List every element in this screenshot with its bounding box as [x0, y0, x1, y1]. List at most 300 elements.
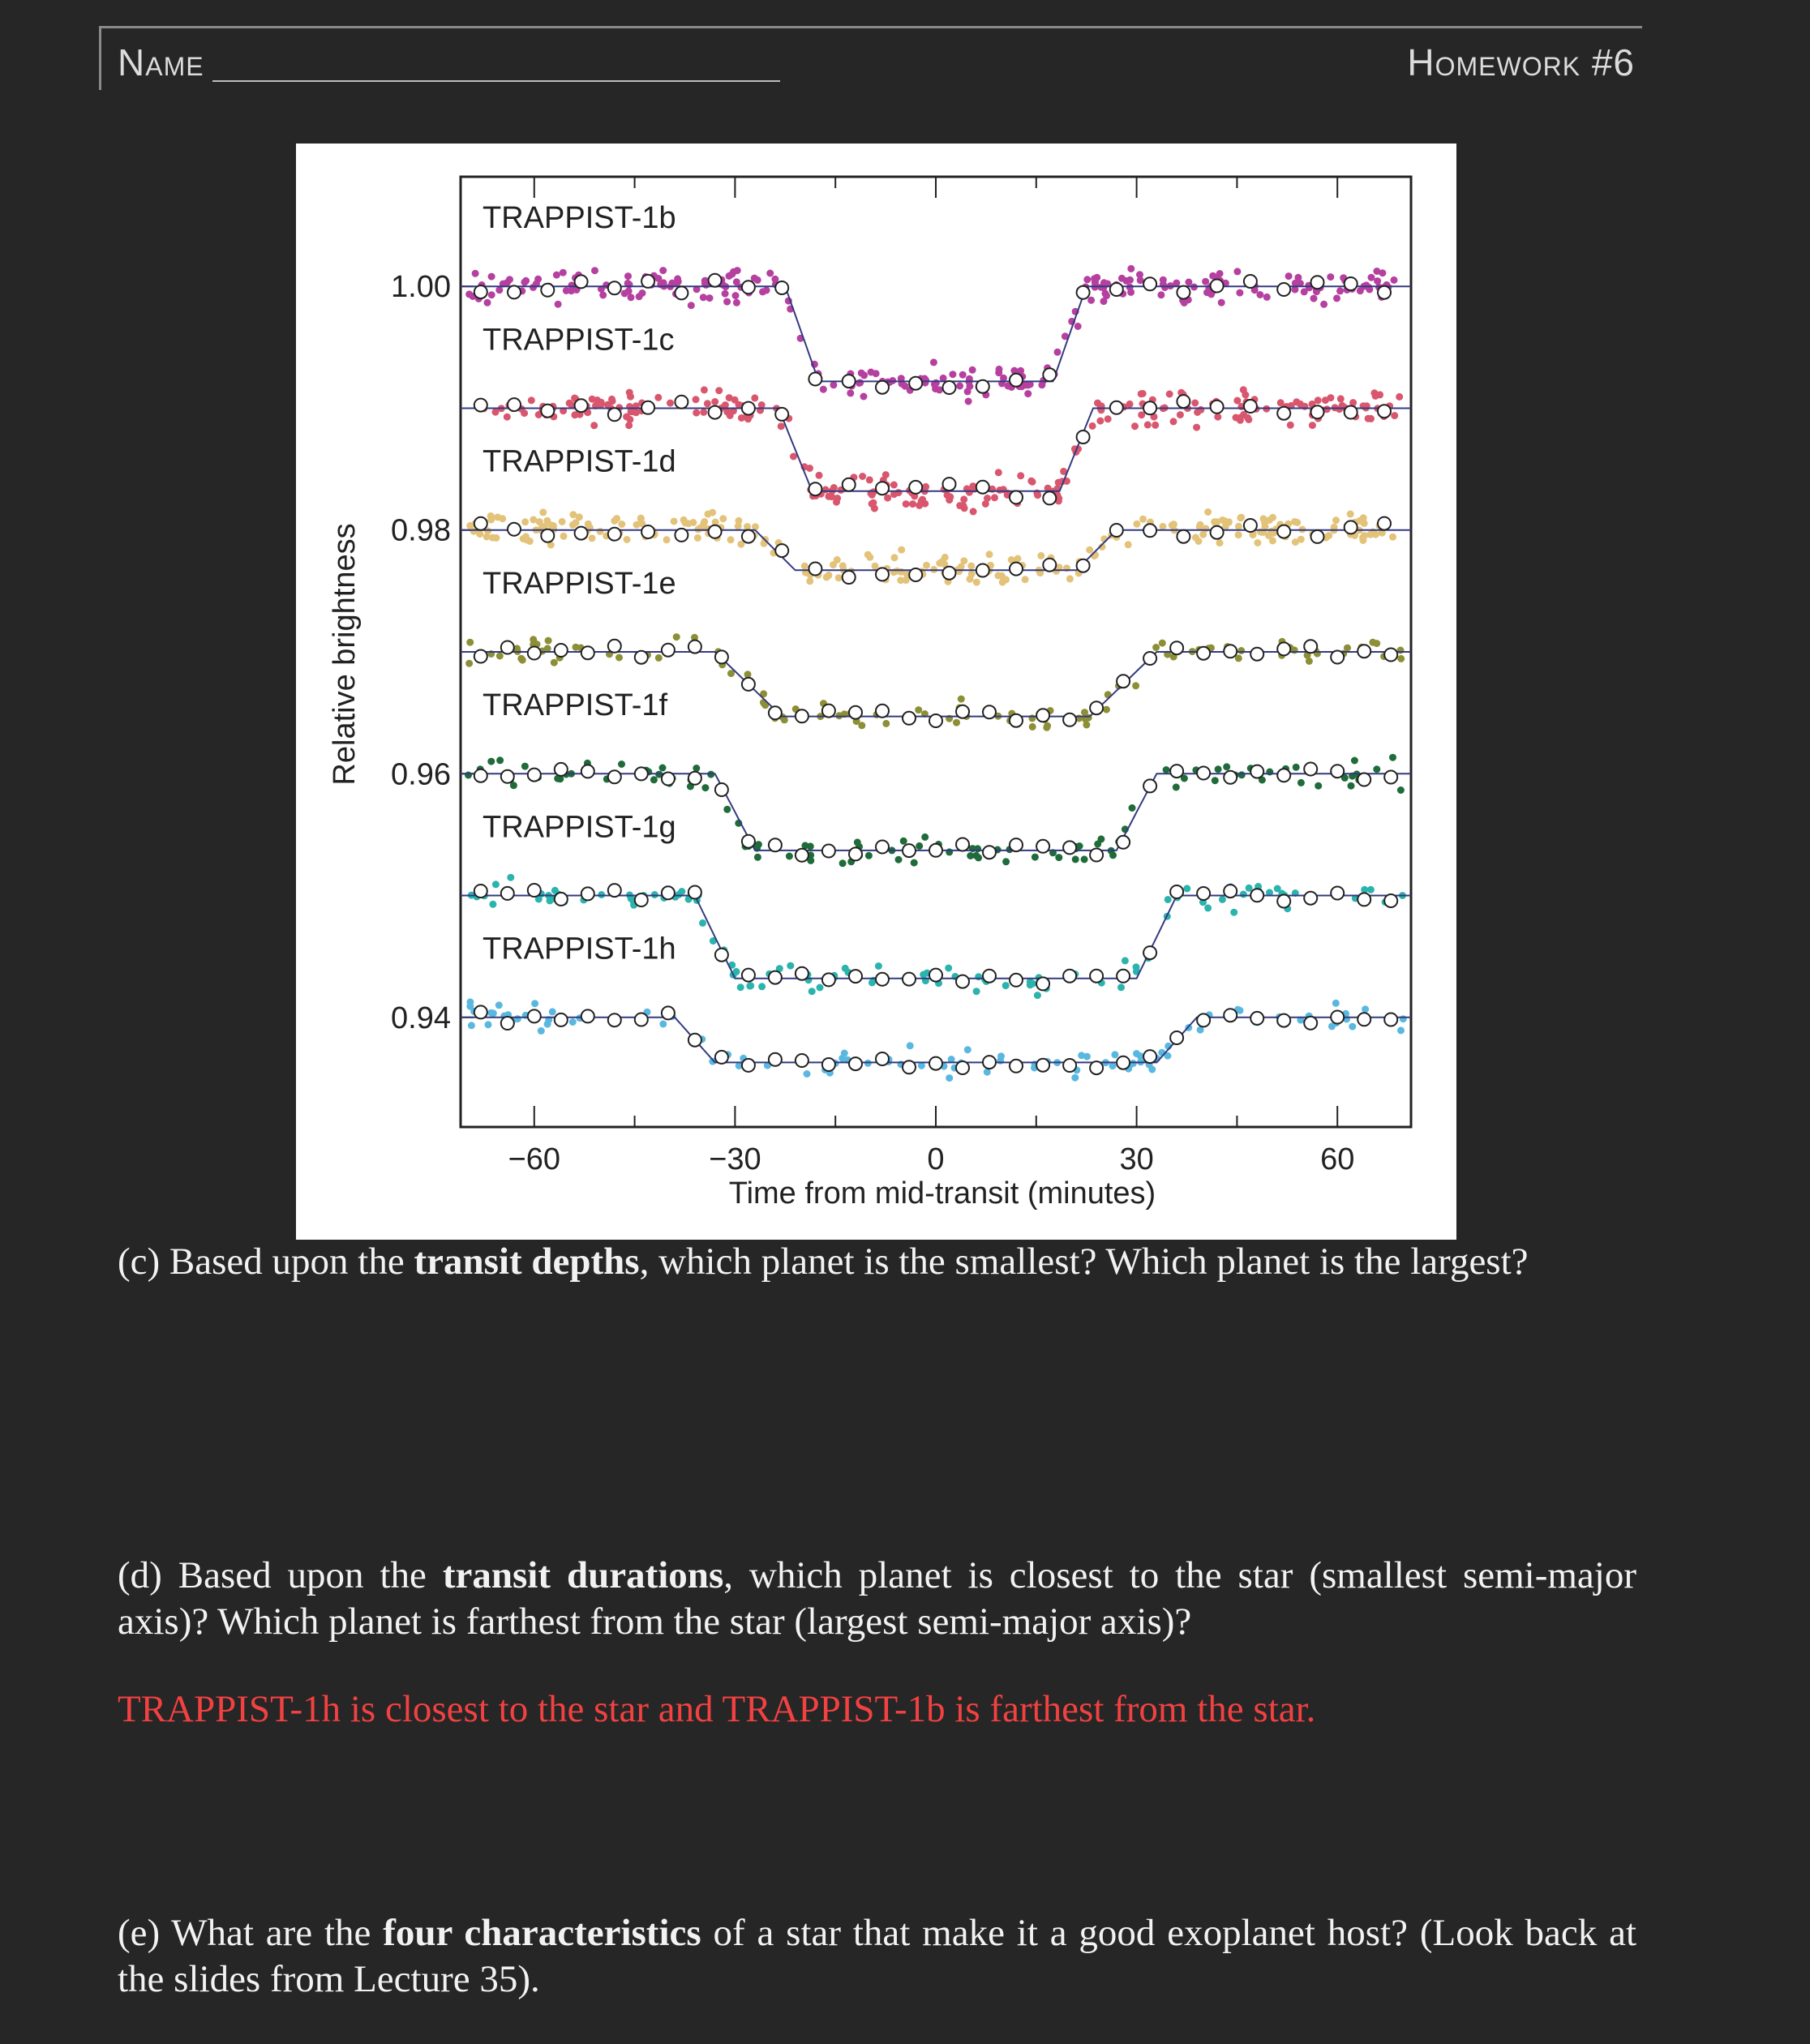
binned-point-trappist-1g — [1250, 889, 1263, 902]
data-point-trappist-1d — [489, 534, 496, 542]
binned-point-trappist-1d — [608, 528, 621, 541]
binned-point-trappist-1f — [1224, 771, 1237, 784]
data-point-trappist-1c — [571, 411, 578, 418]
data-point-trappist-1e — [466, 639, 474, 646]
data-point-trappist-1b — [1100, 298, 1108, 305]
data-point-trappist-1d — [897, 576, 904, 584]
data-point-trappist-1e — [465, 660, 473, 667]
data-point-trappist-1f — [900, 838, 907, 845]
data-point-trappist-1e — [673, 633, 680, 641]
data-point-trappist-1d — [1066, 575, 1074, 582]
data-point-trappist-1g — [808, 988, 816, 995]
data-point-trappist-1c — [866, 476, 873, 483]
binned-point-trappist-1f — [555, 763, 568, 776]
data-point-trappist-1h — [531, 1000, 538, 1007]
data-point-trappist-1c — [744, 415, 752, 422]
binned-point-trappist-1e — [849, 706, 862, 719]
data-point-trappist-1c — [528, 396, 535, 404]
data-point-trappist-1f — [1297, 779, 1305, 786]
binned-point-trappist-1h — [555, 1013, 568, 1026]
data-point-trappist-1b — [860, 393, 868, 401]
binned-point-trappist-1e — [1117, 675, 1130, 688]
data-point-trappist-1e — [958, 696, 965, 703]
data-point-trappist-1b — [465, 290, 473, 298]
data-point-trappist-1c — [1336, 405, 1343, 413]
data-point-trappist-1f — [701, 784, 709, 791]
data-point-trappist-1g — [1246, 885, 1253, 892]
data-point-trappist-1f — [895, 856, 903, 863]
data-point-trappist-1b — [1285, 272, 1293, 280]
data-point-trappist-1c — [918, 498, 925, 505]
data-point-trappist-1d — [624, 536, 631, 543]
binned-point-trappist-1h — [1277, 1014, 1290, 1027]
name-input-line[interactable] — [212, 80, 780, 82]
binned-point-trappist-1e — [742, 678, 755, 691]
name-label — [118, 41, 204, 84]
binned-point-trappist-1e — [1036, 709, 1049, 722]
binned-point-trappist-1b — [742, 281, 755, 294]
data-point-trappist-1d — [521, 518, 529, 525]
binned-point-trappist-1e — [1384, 649, 1397, 662]
binned-point-trappist-1c — [1077, 431, 1090, 444]
data-point-trappist-1b — [959, 371, 967, 379]
binned-point-trappist-1c — [1345, 406, 1358, 419]
binned-point-trappist-1f — [1090, 849, 1103, 862]
data-point-trappist-1g — [1002, 982, 1010, 989]
data-point-trappist-1d — [663, 536, 671, 543]
data-point-trappist-1b — [1118, 275, 1126, 282]
data-point-trappist-1c — [1089, 422, 1096, 430]
data-point-trappist-1h — [1400, 1015, 1407, 1022]
binned-point-trappist-1g — [1170, 885, 1183, 898]
data-point-trappist-1d — [839, 562, 847, 569]
data-point-trappist-1d — [1197, 521, 1204, 529]
binned-point-trappist-1h — [956, 1061, 969, 1074]
data-point-trappist-1g — [817, 984, 824, 992]
data-point-trappist-1c — [1391, 412, 1398, 419]
data-point-trappist-1d — [705, 511, 712, 518]
data-point-trappist-1c — [492, 409, 500, 416]
data-point-trappist-1c — [1237, 417, 1244, 424]
binned-point-trappist-1g — [1117, 970, 1130, 983]
data-point-trappist-1d — [1125, 541, 1132, 548]
data-point-trappist-1e — [573, 644, 580, 651]
binned-point-trappist-1h — [983, 1056, 996, 1069]
data-point-trappist-1d — [923, 562, 930, 569]
data-point-trappist-1c — [727, 412, 734, 419]
binned-point-trappist-1g — [769, 971, 782, 984]
data-point-trappist-1b — [956, 383, 963, 390]
data-point-trappist-1d — [891, 554, 899, 561]
binned-point-trappist-1c — [508, 398, 521, 411]
data-point-trappist-1g — [1034, 992, 1041, 999]
data-point-trappist-1c — [1126, 401, 1134, 408]
data-point-trappist-1h — [946, 1074, 953, 1082]
binned-point-trappist-1e — [1250, 648, 1263, 661]
binned-point-trappist-1d — [1211, 526, 1224, 539]
binned-point-trappist-1h — [1063, 1059, 1076, 1072]
data-point-trappist-1d — [1159, 523, 1166, 530]
data-point-trappist-1b — [1310, 295, 1318, 302]
binned-point-trappist-1g — [1143, 946, 1156, 959]
data-point-trappist-1h — [1397, 1026, 1405, 1034]
data-point-trappist-1d — [613, 515, 620, 522]
data-point-trappist-1d — [1235, 523, 1242, 530]
binned-point-trappist-1c — [641, 401, 654, 414]
binned-point-trappist-1e — [688, 641, 701, 653]
binned-point-trappist-1g — [608, 884, 621, 897]
data-point-trappist-1f — [911, 859, 918, 867]
data-point-trappist-1c — [590, 422, 598, 429]
binned-point-trappist-1d — [943, 567, 956, 580]
data-point-trappist-1b — [495, 286, 503, 294]
binned-point-trappist-1b — [775, 281, 788, 294]
data-point-trappist-1b — [969, 366, 976, 374]
data-point-trappist-1g — [1240, 891, 1247, 898]
binned-point-trappist-1b — [1077, 286, 1090, 299]
binned-point-trappist-1h — [474, 1005, 487, 1018]
y-tick-label: 1.00 — [391, 270, 451, 305]
data-point-trappist-1d — [530, 516, 537, 524]
data-point-trappist-1h — [1071, 1074, 1079, 1082]
binned-point-trappist-1g — [501, 887, 514, 900]
x-tick-label: 0 — [927, 1142, 945, 1176]
binned-point-trappist-1f — [1143, 779, 1156, 792]
data-point-trappist-1b — [625, 287, 633, 294]
data-point-trappist-1d — [1360, 519, 1367, 526]
data-point-trappist-1e — [1132, 682, 1139, 689]
data-point-trappist-1b — [949, 371, 956, 378]
data-point-trappist-1f — [946, 848, 953, 855]
data-point-trappist-1d — [936, 559, 943, 567]
data-point-trappist-1h — [485, 1021, 492, 1028]
data-point-trappist-1d — [1292, 538, 1299, 546]
binned-point-trappist-1d — [808, 563, 821, 576]
binned-point-trappist-1f — [769, 838, 782, 851]
binned-point-trappist-1d — [1311, 530, 1324, 543]
data-point-trappist-1c — [1365, 415, 1372, 422]
data-point-trappist-1d — [569, 521, 577, 529]
question-d-bold: transit durations — [442, 1554, 724, 1596]
data-point-trappist-1c — [995, 469, 1002, 476]
data-point-trappist-1c — [984, 495, 991, 502]
binned-point-trappist-1e — [528, 647, 541, 660]
binned-point-trappist-1h — [1197, 1013, 1210, 1026]
binned-point-trappist-1e — [903, 712, 916, 725]
binned-point-trappist-1f — [903, 844, 916, 857]
data-point-trappist-1h — [1083, 1053, 1091, 1061]
data-point-trappist-1c — [521, 409, 528, 417]
binned-point-trappist-1h — [1304, 1017, 1317, 1030]
data-point-trappist-1c — [700, 409, 707, 416]
data-point-trappist-1g — [1230, 909, 1237, 916]
data-point-trappist-1d — [576, 513, 583, 521]
data-point-trappist-1f — [1315, 782, 1322, 790]
data-point-trappist-1b — [730, 268, 737, 276]
binned-point-trappist-1b — [608, 281, 621, 294]
binned-point-trappist-1f — [1277, 769, 1290, 782]
data-point-trappist-1d — [1372, 531, 1379, 538]
data-point-trappist-1b — [1024, 390, 1032, 397]
binned-point-trappist-1h — [1143, 1050, 1156, 1063]
data-point-trappist-1g — [1164, 896, 1172, 903]
binned-point-trappist-1d — [709, 525, 722, 538]
data-point-trappist-1h — [1332, 1000, 1340, 1007]
binned-point-trappist-1f — [474, 769, 487, 782]
data-point-trappist-1b — [1301, 288, 1308, 295]
data-point-trappist-1c — [909, 500, 916, 508]
data-point-trappist-1c — [1096, 418, 1104, 425]
data-point-trappist-1c — [711, 398, 718, 405]
binned-point-trappist-1b — [943, 381, 956, 394]
data-point-trappist-1c — [1166, 391, 1173, 398]
data-point-trappist-1b — [858, 370, 865, 377]
data-point-trappist-1h — [1362, 1005, 1369, 1013]
binned-point-trappist-1g — [662, 886, 675, 899]
data-point-trappist-1d — [1359, 534, 1366, 542]
data-point-trappist-1b — [1336, 287, 1344, 294]
data-point-trappist-1g — [920, 971, 927, 979]
binned-point-trappist-1b — [976, 380, 989, 393]
data-point-trappist-1f — [496, 756, 504, 764]
data-point-trappist-1b — [568, 287, 575, 294]
data-point-trappist-1c — [1240, 386, 1247, 393]
data-point-trappist-1d — [633, 521, 641, 529]
name-label-text: Name — [118, 41, 204, 84]
data-point-trappist-1d — [1237, 514, 1245, 521]
binned-point-trappist-1b — [508, 285, 521, 298]
binned-point-trappist-1b — [1378, 286, 1391, 299]
binned-point-trappist-1b — [1043, 368, 1056, 381]
binned-point-trappist-1g — [849, 970, 862, 983]
data-point-trappist-1g — [975, 973, 982, 980]
data-point-trappist-1g — [1117, 983, 1125, 991]
data-point-trappist-1f — [786, 853, 793, 860]
binned-point-trappist-1f — [1358, 773, 1370, 786]
data-point-trappist-1d — [826, 572, 833, 579]
binned-point-trappist-1f — [1250, 765, 1263, 778]
data-point-trappist-1b — [830, 381, 837, 388]
data-point-trappist-1d — [1389, 533, 1396, 541]
data-point-trappist-1b — [1233, 268, 1241, 275]
data-point-trappist-1f — [1212, 777, 1219, 784]
binned-point-trappist-1e — [1224, 645, 1237, 658]
data-point-trappist-1c — [944, 491, 951, 499]
data-point-trappist-1f — [975, 854, 982, 861]
binned-point-trappist-1c — [709, 406, 722, 419]
binned-point-trappist-1f — [688, 772, 701, 785]
binned-point-trappist-1e — [608, 640, 621, 653]
data-point-trappist-1d — [986, 551, 993, 558]
data-point-trappist-1d — [735, 523, 742, 530]
data-point-trappist-1c — [869, 491, 876, 499]
data-point-trappist-1b — [506, 276, 513, 283]
binned-point-trappist-1h — [1010, 1060, 1023, 1073]
binned-point-trappist-1d — [1110, 524, 1123, 537]
data-point-trappist-1b — [1333, 294, 1340, 302]
data-point-trappist-1b — [700, 294, 707, 301]
data-point-trappist-1c — [1131, 422, 1139, 430]
binned-point-trappist-1b — [1143, 277, 1156, 290]
binned-point-trappist-1g — [1063, 970, 1076, 983]
data-point-trappist-1e — [915, 706, 922, 713]
data-point-trappist-1b — [766, 270, 774, 277]
binned-point-trappist-1b — [1211, 280, 1224, 293]
data-point-trappist-1c — [1152, 422, 1159, 429]
data-point-trappist-1c — [654, 394, 662, 401]
binned-point-trappist-1g — [555, 893, 568, 906]
binned-point-trappist-1e — [474, 650, 487, 663]
data-point-trappist-1f — [1081, 855, 1088, 863]
data-point-trappist-1b — [847, 389, 854, 396]
data-point-trappist-1d — [967, 563, 975, 570]
binned-point-trappist-1g — [688, 886, 701, 899]
data-point-trappist-1d — [1169, 521, 1176, 529]
data-point-trappist-1d — [476, 530, 483, 538]
data-point-trappist-1b — [1022, 381, 1029, 388]
data-point-trappist-1h — [1130, 1060, 1137, 1067]
data-point-trappist-1c — [566, 400, 573, 407]
binned-point-trappist-1h — [715, 1051, 728, 1064]
data-point-trappist-1f — [1129, 804, 1136, 812]
data-point-trappist-1c — [970, 508, 977, 515]
data-point-trappist-1d — [618, 521, 625, 528]
binned-point-trappist-1d — [1143, 524, 1156, 537]
data-point-trappist-1d — [1325, 532, 1332, 539]
binned-point-trappist-1b — [541, 284, 554, 297]
binned-point-trappist-1f — [608, 770, 621, 783]
data-point-trappist-1h — [544, 1021, 551, 1028]
data-point-trappist-1e — [655, 654, 663, 662]
data-point-trappist-1d — [835, 574, 843, 581]
binned-point-trappist-1f — [876, 841, 889, 854]
data-point-trappist-1f — [487, 758, 495, 765]
data-point-trappist-1f — [1223, 763, 1230, 770]
data-point-trappist-1d — [494, 513, 501, 521]
data-point-trappist-1h — [490, 1009, 497, 1017]
data-point-trappist-1c — [922, 483, 929, 491]
binned-point-trappist-1h — [1117, 1056, 1130, 1069]
data-point-trappist-1b — [1054, 349, 1062, 356]
question-d-suffix: , which planet is closest to the star (smallest semi-major axis)? Which planet is farthest from the star (largest semi-major axis)? — [118, 1554, 1636, 1643]
question-c — [118, 1239, 1636, 1285]
data-point-trappist-1c — [1396, 393, 1403, 401]
binned-point-trappist-1f — [956, 838, 969, 851]
data-point-trappist-1f — [1097, 835, 1104, 842]
data-point-trappist-1f — [921, 833, 929, 841]
binned-point-trappist-1c — [608, 408, 621, 421]
data-point-trappist-1b — [521, 279, 528, 286]
data-point-trappist-1h — [466, 998, 474, 1005]
data-point-trappist-1g — [1219, 896, 1226, 903]
data-point-trappist-1h — [659, 1021, 667, 1028]
binned-point-trappist-1b — [909, 377, 922, 390]
data-point-trappist-1b — [472, 270, 479, 277]
binned-point-trappist-1c — [1010, 491, 1023, 504]
model-curve-trappist-1h — [461, 1018, 1411, 1063]
data-point-trappist-1b — [534, 276, 542, 283]
series-label-trappist-1e: TRAPPIST-1e — [483, 566, 676, 601]
data-point-trappist-1f — [1293, 764, 1300, 771]
binned-point-trappist-1d — [675, 529, 688, 542]
data-point-trappist-1d — [520, 535, 527, 542]
data-point-trappist-1b — [628, 294, 635, 301]
data-point-trappist-1b — [751, 275, 758, 282]
y-tick-label: 0.94 — [391, 1001, 451, 1035]
binned-point-trappist-1f — [1304, 763, 1317, 776]
data-point-trappist-1b — [1327, 273, 1334, 281]
data-point-trappist-1f — [1373, 765, 1380, 773]
binned-point-trappist-1h — [528, 1009, 541, 1022]
data-point-trappist-1b — [1391, 276, 1398, 284]
data-point-trappist-1e — [551, 659, 558, 666]
binned-point-trappist-1e — [983, 705, 996, 718]
data-point-trappist-1c — [869, 500, 876, 508]
question-e-bold: four characteristics — [383, 1912, 701, 1954]
data-point-trappist-1d — [727, 536, 735, 543]
data-point-trappist-1d — [1199, 531, 1207, 538]
data-point-trappist-1h — [907, 1042, 914, 1049]
data-point-trappist-1h — [997, 1052, 1005, 1060]
binned-point-trappist-1g — [876, 973, 889, 986]
binned-point-trappist-1b — [843, 375, 856, 388]
binned-point-trappist-1g — [635, 893, 648, 906]
data-point-trappist-1c — [991, 494, 998, 501]
binned-point-trappist-1g — [742, 969, 755, 982]
data-point-trappist-1b — [599, 292, 607, 299]
binned-point-trappist-1c — [1177, 395, 1190, 408]
data-point-trappist-1d — [539, 508, 547, 516]
data-point-trappist-1b — [636, 293, 643, 300]
data-point-trappist-1d — [864, 551, 872, 559]
data-point-trappist-1f — [1238, 771, 1246, 778]
data-point-trappist-1c — [960, 495, 967, 503]
binned-point-trappist-1f — [1331, 765, 1344, 778]
data-point-trappist-1g — [699, 919, 706, 927]
data-point-trappist-1f — [618, 761, 625, 768]
data-point-trappist-1g — [1274, 885, 1281, 893]
binned-point-trappist-1c — [976, 481, 989, 494]
data-point-trappist-1c — [598, 399, 605, 406]
binned-point-trappist-1e — [635, 651, 648, 664]
question-d — [118, 1553, 1636, 1645]
data-point-trappist-1b — [1157, 291, 1164, 298]
data-point-trappist-1b — [868, 369, 875, 376]
data-point-trappist-1b — [1256, 291, 1263, 298]
binned-point-trappist-1g — [956, 975, 969, 988]
data-point-trappist-1g — [492, 881, 500, 888]
binned-point-trappist-1g — [1010, 974, 1023, 987]
binned-point-trappist-1f — [1063, 841, 1076, 854]
data-point-trappist-1d — [1254, 539, 1261, 546]
data-point-trappist-1b — [759, 288, 766, 295]
data-point-trappist-1d — [801, 563, 808, 570]
binned-point-trappist-1d — [1077, 559, 1090, 572]
binned-point-trappist-1g — [929, 969, 942, 982]
binned-point-trappist-1c — [1043, 491, 1056, 504]
data-point-trappist-1f — [839, 859, 847, 867]
data-point-trappist-1h — [468, 1022, 475, 1029]
binned-point-trappist-1g — [1036, 977, 1049, 990]
data-point-trappist-1b — [1368, 274, 1375, 281]
data-point-trappist-1e — [953, 719, 960, 726]
data-point-trappist-1c — [1233, 397, 1241, 405]
data-point-trappist-1d — [1037, 552, 1044, 559]
data-point-trappist-1c — [1170, 418, 1177, 425]
data-point-trappist-1d — [999, 579, 1006, 586]
data-point-trappist-1d — [1022, 576, 1029, 583]
binned-point-trappist-1g — [796, 967, 808, 980]
